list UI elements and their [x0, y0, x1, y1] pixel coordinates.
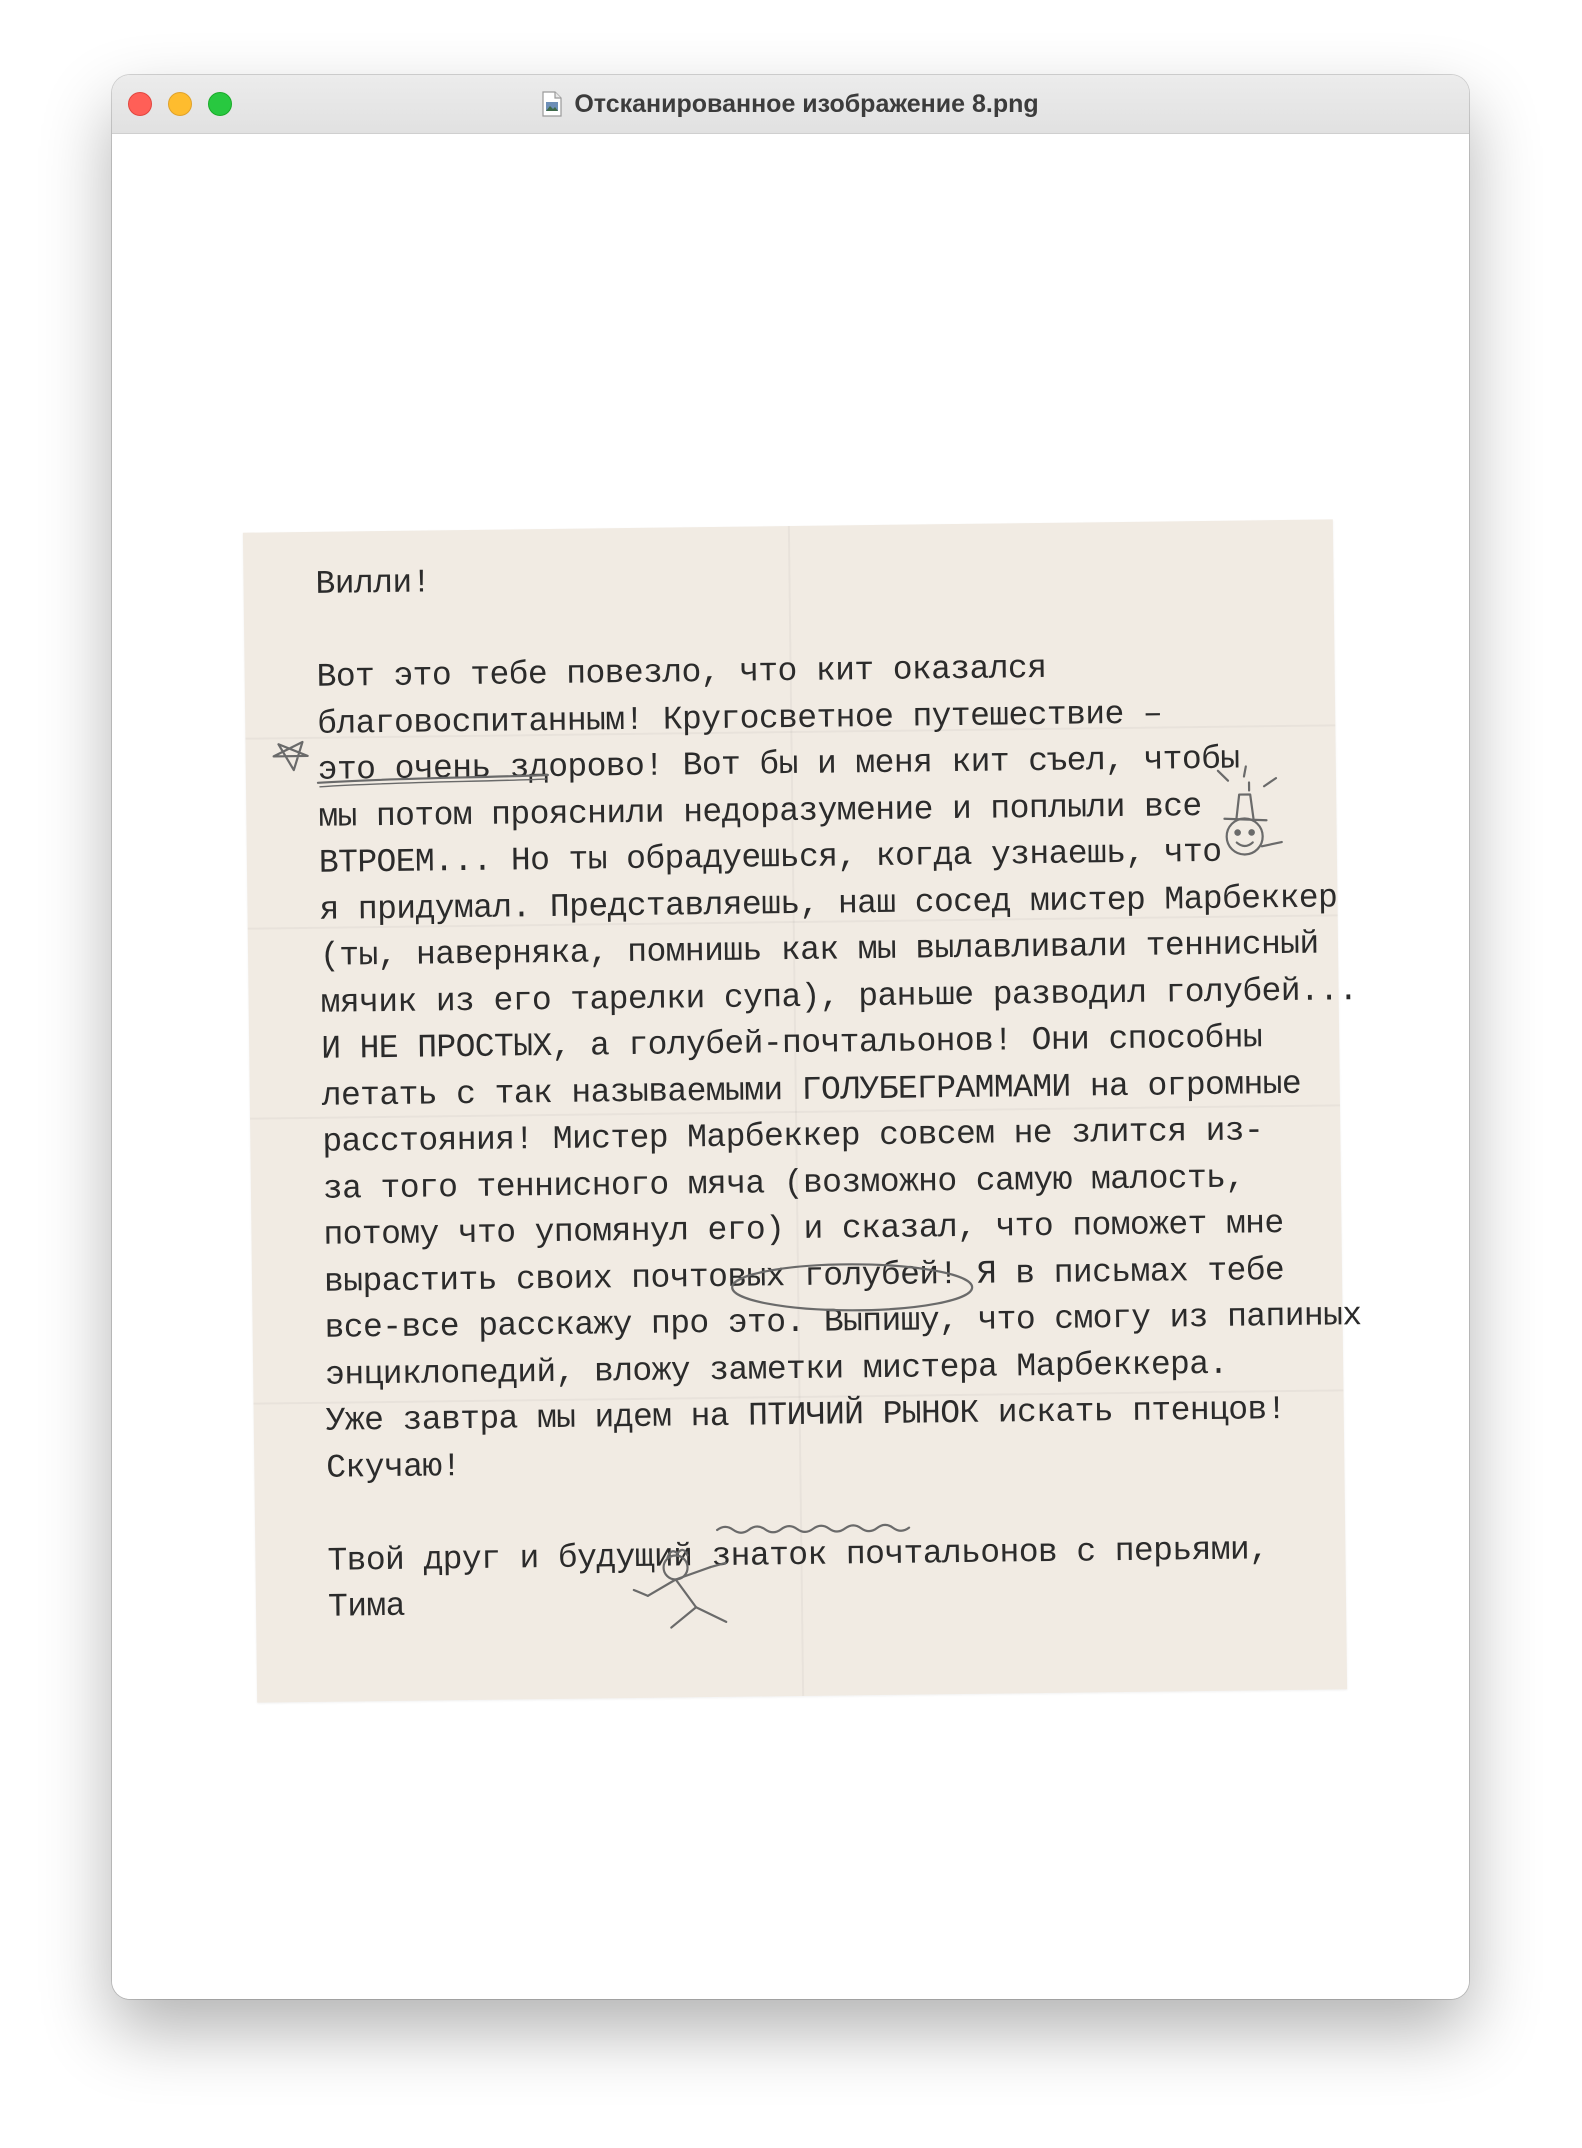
letter-line: ВТРОЕМ... Но ты обрадуешься, когда узнаешь, что	[318, 833, 1222, 882]
window-title	[112, 75, 1469, 133]
letter-signature: Тима	[327, 1587, 406, 1626]
letter-greeting: Вилли!	[315, 564, 431, 603]
letter-line: благовоспитанным! Кругосветное путешествие –	[317, 694, 1163, 743]
letter-line: это очень здорово! Вот бы и меня кит съел, чтобы	[317, 740, 1240, 789]
letter-line: мячик из его тарелки супа), раньше разводил голубей...	[320, 971, 1358, 1022]
letter-line: за того теннисного мяча (возможно самую малость,	[322, 1159, 1245, 1208]
letter-line: (ты, наверняка, помнишь как мы вылавливали теннисный	[319, 925, 1319, 975]
letter-line: энциклопедий, вложу заметки мистера Марбеккера.	[324, 1345, 1228, 1394]
letter-line: все-все расскажу про это. Выпишу, что смогу из папиных	[324, 1297, 1362, 1347]
image-file-icon	[542, 91, 562, 117]
letter-line: я придумал. Представляешь, наш сосед мистер Марбеккер	[319, 878, 1338, 929]
letter-line: летать с так называемыми ГОЛУБЕГРАММАМИ на огромные	[321, 1065, 1302, 1115]
letter-line: Вот это тебе повезло, что кит оказался	[316, 649, 1047, 696]
letter-line: мы потом прояснили недоразумение и поплыли все	[318, 787, 1202, 836]
image-viewport[interactable]	[112, 134, 1469, 1999]
letter-line: И НЕ ПРОСТЫХ, а голубей-почтальонов! Они способны	[320, 1019, 1263, 1068]
preview-window	[112, 75, 1469, 1999]
star-doodle-icon	[273, 742, 307, 770]
letter-line: расстояния! Мистер Марбеккер совсем не злится из-	[322, 1112, 1264, 1161]
letter-line: Скучаю!	[326, 1447, 461, 1487]
letter-line: вырастить своих почтовых голубей! Я в письмах тебе	[323, 1251, 1285, 1301]
letter-text	[315, 550, 1362, 1632]
scanned-letter	[243, 519, 1362, 1702]
letter-closing: Твой друг и будущий знаток почтальонов с перьями,	[327, 1530, 1269, 1580]
title-bar[interactable]	[112, 75, 1469, 134]
letter-line: потому что упомянул его) и сказал, что поможет мне	[323, 1205, 1284, 1254]
window-title-text: Отсканированное изображение 8.png	[574, 89, 1039, 118]
letter-line: Уже завтра мы идем на ПТИЧИЙ РЫНОК искать птенцов!	[325, 1391, 1287, 1440]
